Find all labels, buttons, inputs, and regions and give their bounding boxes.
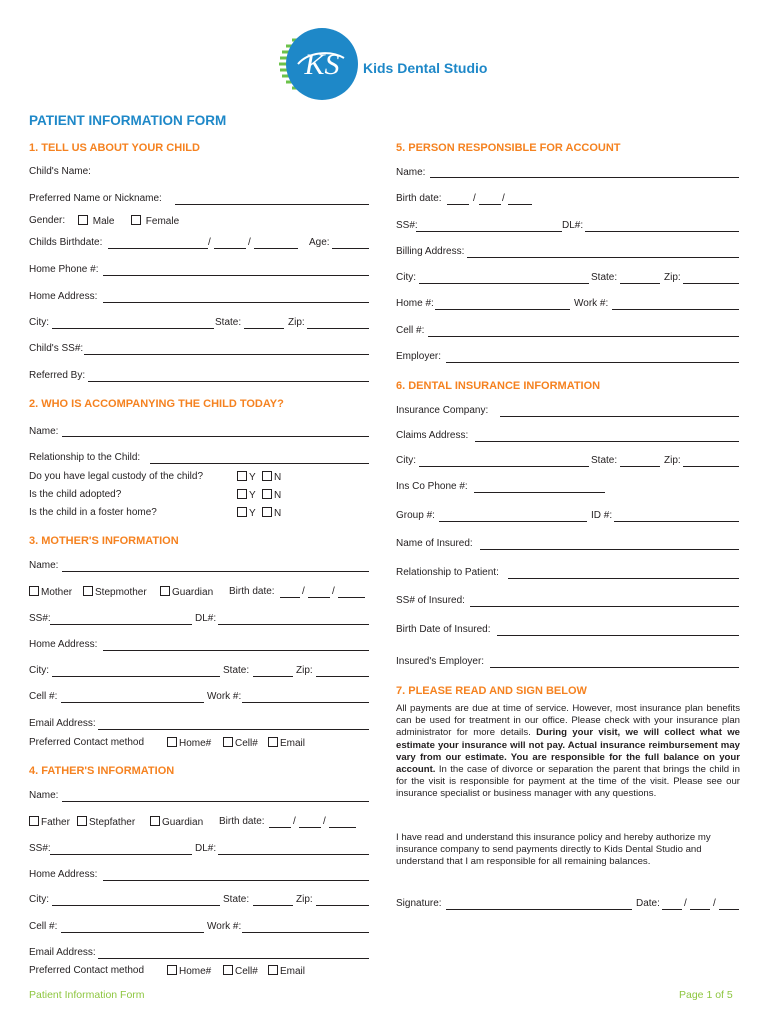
gender-label: Gender: — [29, 215, 66, 226]
ins-state-field[interactable] — [620, 466, 660, 467]
checkbox[interactable] — [268, 737, 278, 747]
mother-email-field[interactable] — [98, 729, 369, 730]
policy-text-part: In the case of divorce or separation the parent that brings the child in for the visit is responsible for payment at the time of the visit. Please see our insurance specialist or business manager with any questions. — [396, 764, 740, 800]
checkbox[interactable] — [29, 816, 39, 826]
checkbox[interactable] — [262, 489, 272, 499]
mother-birth-month[interactable] — [280, 597, 300, 598]
authorization-text: I have read and understand this insurance policy and hereby authorize my insurance company to send payments directly to Kids Dental Studio and understand that I am responsible for all remaining balances. — [396, 832, 711, 868]
checkbox[interactable] — [268, 965, 278, 975]
date-slash: / — [684, 898, 687, 909]
father-ssn-label: SS#: — [29, 843, 51, 854]
father-email-label: Email Address: — [29, 947, 96, 958]
mother-address-label: Home Address: — [29, 639, 98, 650]
resp-dl-label: DL#: — [562, 220, 584, 231]
zip-field[interactable] — [307, 328, 369, 329]
mother-zip-field[interactable] — [316, 676, 369, 677]
father-work-label: Work #: — [207, 921, 242, 932]
date-slash: / — [502, 193, 505, 204]
date-slash: / — [332, 586, 335, 597]
date-slash: / — [293, 816, 296, 827]
resp-employer-field[interactable] — [446, 362, 739, 363]
stepmother-option[interactable] — [83, 586, 147, 598]
billing-label: Billing Address: — [396, 246, 465, 257]
section-accompany-heading: 2. WHO IS ACCOMPANYING THE CHILD TODAY? — [29, 398, 284, 410]
father-cell-label: Cell #: — [29, 921, 58, 932]
accompany-name-label: Name: — [29, 426, 59, 437]
father-address-field[interactable] — [103, 880, 369, 881]
section-father-heading: 4. FATHER'S INFORMATION — [29, 765, 175, 777]
mother-option[interactable] — [29, 586, 72, 598]
resp-city-label: City: — [396, 272, 416, 283]
ins-zip-label: Zip: — [664, 455, 681, 466]
father-contact-cell[interactable] — [223, 965, 258, 977]
section-mother-heading: 3. MOTHER'S INFORMATION — [29, 535, 179, 547]
policy-text-part: All payments are due at time of service. However, most insurance plan benefits can be used for treatment in our office. Please check with your insurance plan administrator for more details. — [396, 703, 740, 739]
mother-zip-label: Zip: — [296, 665, 313, 676]
option-label: Cell# — [235, 738, 258, 749]
mother-cell-field[interactable] — [61, 702, 204, 703]
mother-contact-email[interactable] — [268, 737, 305, 749]
age-label: Age: — [309, 237, 330, 248]
svg-text:KS: KS — [304, 48, 340, 81]
state-field[interactable] — [244, 328, 284, 329]
mother-email-label: Email Address: — [29, 718, 96, 729]
group-label: Group #: — [396, 510, 435, 521]
state-label: State: — [215, 317, 242, 328]
date-slash: / — [473, 193, 476, 204]
yes-label: Y — [249, 490, 256, 501]
checkbox[interactable] — [29, 586, 39, 596]
section-child-heading: 1. TELL US ABOUT YOUR CHILD — [29, 142, 200, 154]
father-state-field[interactable] — [253, 905, 293, 906]
child-birth-year-field[interactable] — [254, 248, 298, 249]
no-label: N — [274, 508, 282, 519]
option-label: Email — [280, 966, 306, 977]
resp-ssn-label: SS#: — [396, 220, 418, 231]
relationship-label: Relationship to the Child: — [29, 452, 141, 463]
id-field[interactable] — [614, 521, 739, 522]
father-dl-field[interactable] — [218, 854, 369, 855]
relationship-field[interactable] — [150, 463, 369, 464]
checkbox[interactable] — [237, 507, 247, 517]
resp-home-field[interactable] — [435, 309, 570, 310]
father-birth-label: Birth date: — [219, 816, 265, 827]
custody-no[interactable] — [262, 471, 281, 483]
no-label: N — [274, 472, 282, 483]
signature-field[interactable] — [446, 909, 632, 910]
checkbox[interactable] — [237, 489, 247, 499]
stepfather-option[interactable] — [77, 816, 135, 828]
father-name-label: Name: — [29, 790, 59, 801]
mother-ssn-field[interactable] — [50, 624, 192, 625]
sign-date-day[interactable] — [690, 909, 710, 910]
child-name-label: Child's Name: — [29, 166, 91, 177]
father-email-field[interactable] — [98, 958, 369, 959]
insured-name-label: Name of Insured: — [396, 538, 473, 549]
logo — [278, 22, 358, 106]
resp-zip-label: Zip: — [664, 272, 681, 283]
ins-city-label: City: — [396, 455, 416, 466]
father-contact-home[interactable] — [167, 965, 211, 977]
mother-work-label: Work #: — [207, 691, 242, 702]
mother-state-field[interactable] — [253, 676, 293, 677]
father-birth-day[interactable] — [299, 827, 321, 828]
checkbox[interactable] — [223, 965, 233, 975]
policy-text-bold: During your visit, we will collect what we estimate your insurance will not pay. Actual insurance reimbursement may vary from our estimate. You are responsible for the full balance on your account. — [396, 727, 740, 776]
preferred-name-label: Preferred Name or Nickname: — [29, 193, 162, 204]
adopted-question: Is the child adopted? — [29, 489, 122, 500]
home-address-label: Home Address: — [29, 291, 98, 302]
claims-field[interactable] — [475, 441, 739, 442]
resp-birth-month[interactable] — [447, 204, 469, 205]
resp-home-label: Home #: — [396, 298, 434, 309]
child-birthdate-label: Childs Birthdate: — [29, 237, 103, 248]
foster-no[interactable] — [262, 507, 281, 519]
mother-name-field[interactable] — [62, 571, 369, 572]
ins-phone-label: Ins Co Phone #: — [396, 481, 468, 492]
male-label: Male — [92, 216, 115, 227]
female-label: Female — [145, 216, 180, 227]
father-zip-label: Zip: — [296, 894, 313, 905]
referred-by-label: Referred By: — [29, 370, 86, 381]
checkbox[interactable] — [223, 737, 233, 747]
checkbox[interactable] — [160, 586, 170, 596]
insured-ssn-label: SS# of Insured: — [396, 595, 465, 606]
footer-page-number: Page 1 of 5 — [679, 989, 733, 1001]
father-name-field[interactable] — [62, 801, 369, 802]
resp-state-field[interactable] — [620, 283, 660, 284]
father-contact-email[interactable] — [268, 965, 305, 977]
section-insurance-heading: 6. DENTAL INSURANCE INFORMATION — [396, 380, 601, 392]
mother-address-field[interactable] — [103, 650, 369, 651]
resp-state-label: State: — [591, 272, 618, 283]
insured-dob-field[interactable] — [497, 635, 739, 636]
ins-city-field[interactable] — [419, 466, 589, 467]
child-ssn-field[interactable] — [84, 354, 369, 355]
insured-employer-field[interactable] — [490, 667, 739, 668]
father-city-label: City: — [29, 894, 49, 905]
mother-birth-year[interactable] — [338, 597, 365, 598]
section-sign-heading: 7. PLEASE READ AND SIGN BELOW — [396, 685, 587, 697]
female-checkbox[interactable] — [131, 215, 141, 225]
checkbox[interactable] — [150, 816, 160, 826]
checkbox[interactable] — [237, 471, 247, 481]
resp-ssn-field[interactable] — [416, 231, 562, 232]
brand-name: Kids Dental Studio — [363, 60, 488, 76]
insured-dob-label: Birth Date of Insured: — [396, 624, 491, 635]
father-birth-year[interactable] — [329, 827, 356, 828]
adopted-yes[interactable] — [237, 489, 256, 501]
claims-label: Claims Address: — [396, 430, 469, 441]
home-address-field[interactable] — [103, 302, 369, 303]
option-label: Email — [280, 738, 306, 749]
resp-cell-field[interactable] — [428, 336, 739, 337]
sign-date-month[interactable] — [662, 909, 682, 910]
checkbox[interactable] — [83, 586, 93, 596]
mother-dl-label: DL#: — [195, 613, 217, 624]
mother-name-label: Name: — [29, 560, 59, 571]
gender-male[interactable] — [78, 215, 114, 227]
option-label: Home# — [179, 738, 212, 749]
sign-date-year[interactable] — [719, 909, 739, 910]
male-checkbox[interactable] — [78, 215, 88, 225]
mother-ssn-label: SS#: — [29, 613, 51, 624]
father-cell-field[interactable] — [61, 932, 204, 933]
mother-state-label: State: — [223, 665, 250, 676]
yes-label: Y — [249, 472, 256, 483]
resp-employer-label: Employer: — [396, 351, 442, 362]
logo-mark-icon — [278, 22, 358, 106]
foster-question: Is the child in a foster home? — [29, 507, 157, 518]
resp-birth-day[interactable] — [479, 204, 501, 205]
home-phone-label: Home Phone #: — [29, 264, 99, 275]
city-field[interactable] — [52, 328, 214, 329]
gender-female[interactable] — [131, 215, 179, 227]
footer-form-name: Patient Information Form — [29, 989, 145, 1001]
resp-work-label: Work #: — [574, 298, 609, 309]
age-field[interactable] — [332, 248, 369, 249]
resp-cell-label: Cell #: — [396, 325, 425, 336]
insured-relationship-field[interactable] — [508, 578, 739, 579]
mother-cell-label: Cell #: — [29, 691, 58, 702]
mother-contact-label: Preferred Contact method — [29, 737, 145, 748]
accompany-name-field[interactable] — [62, 436, 369, 437]
mother-contact-home[interactable] — [167, 737, 211, 749]
mother-dl-field[interactable] — [218, 624, 369, 625]
yes-label: Y — [249, 508, 256, 519]
custody-question: Do you have legal custody of the child? — [29, 471, 203, 482]
father-state-label: State: — [223, 894, 250, 905]
no-label: N — [274, 490, 282, 501]
foster-yes[interactable] — [237, 507, 256, 519]
insured-name-field[interactable] — [480, 549, 739, 550]
checkbox[interactable] — [77, 816, 87, 826]
id-label: ID #: — [591, 510, 613, 521]
child-birth-day-field[interactable] — [214, 248, 246, 249]
page-title: PATIENT INFORMATION FORM — [29, 113, 227, 128]
father-dl-label: DL#: — [195, 843, 217, 854]
date-label: Date: — [636, 898, 660, 909]
signature-label: Signature: — [396, 898, 442, 909]
checkbox[interactable] — [262, 507, 272, 517]
preferred-name-field[interactable] — [175, 204, 369, 205]
date-slash: / — [323, 816, 326, 827]
ins-phone-field[interactable] — [474, 492, 605, 493]
date-slash: / — [713, 898, 716, 909]
checkbox[interactable] — [262, 471, 272, 481]
section-responsible-heading: 5. PERSON RESPONSIBLE FOR ACCOUNT — [396, 142, 621, 154]
child-ssn-label: Child's SS#: — [29, 343, 84, 354]
resp-zip-field[interactable] — [683, 283, 739, 284]
father-contact-label: Preferred Contact method — [29, 965, 145, 976]
insured-relationship-label: Relationship to Patient: — [396, 567, 499, 578]
option-label: Stepfather — [89, 817, 136, 828]
father-work-field[interactable] — [242, 932, 369, 933]
option-label: Home# — [179, 966, 212, 977]
adopted-no[interactable] — [262, 489, 281, 501]
referred-by-field[interactable] — [88, 381, 369, 382]
resp-dl-field[interactable] — [585, 231, 739, 232]
checkbox[interactable] — [167, 965, 177, 975]
option-label: Father — [41, 817, 70, 828]
city-label: City: — [29, 317, 49, 328]
option-label: Cell# — [235, 966, 258, 977]
custody-yes[interactable] — [237, 471, 256, 483]
father-city-field[interactable] — [52, 905, 220, 906]
father-zip-field[interactable] — [316, 905, 369, 906]
option-label: Stepmother — [95, 587, 147, 598]
ins-state-label: State: — [591, 455, 618, 466]
mother-contact-cell[interactable] — [223, 737, 258, 749]
father-birth-month[interactable] — [269, 827, 291, 828]
mother-city-field[interactable] — [52, 676, 220, 677]
option-label: Guardian — [172, 587, 214, 598]
date-slash: / — [208, 237, 211, 248]
resp-birth-label: Birth date: — [396, 193, 442, 204]
option-label: Guardian — [162, 817, 204, 828]
zip-label: Zip: — [288, 317, 305, 328]
mother-city-label: City: — [29, 665, 49, 676]
father-ssn-field[interactable] — [50, 854, 192, 855]
resp-city-field[interactable] — [419, 283, 589, 284]
child-birth-month-field[interactable] — [108, 248, 208, 249]
payment-policy-text — [396, 703, 740, 801]
ins-zip-field[interactable] — [683, 466, 739, 467]
insured-employer-label: Insured's Employer: — [396, 656, 485, 667]
resp-work-field[interactable] — [612, 309, 739, 310]
father-option[interactable] — [29, 816, 70, 828]
guardian-option[interactable] — [150, 816, 203, 828]
billing-field[interactable] — [467, 257, 739, 258]
resp-birth-year[interactable] — [508, 204, 532, 205]
group-field[interactable] — [439, 521, 587, 522]
option-label: Mother — [41, 587, 73, 598]
resp-name-label: Name: — [396, 167, 426, 178]
guardian-option[interactable] — [160, 586, 213, 598]
home-phone-field[interactable] — [103, 275, 369, 276]
date-slash: / — [248, 237, 251, 248]
ins-company-label: Insurance Company: — [396, 405, 489, 416]
mother-birth-label: Birth date: — [229, 586, 275, 597]
checkbox[interactable] — [167, 737, 177, 747]
mother-work-field[interactable] — [242, 702, 369, 703]
resp-name-field[interactable] — [430, 177, 739, 178]
mother-birth-day[interactable] — [308, 597, 330, 598]
insured-ssn-field[interactable] — [470, 606, 739, 607]
ins-company-field[interactable] — [500, 416, 739, 417]
father-address-label: Home Address: — [29, 869, 98, 880]
date-slash: / — [302, 586, 305, 597]
